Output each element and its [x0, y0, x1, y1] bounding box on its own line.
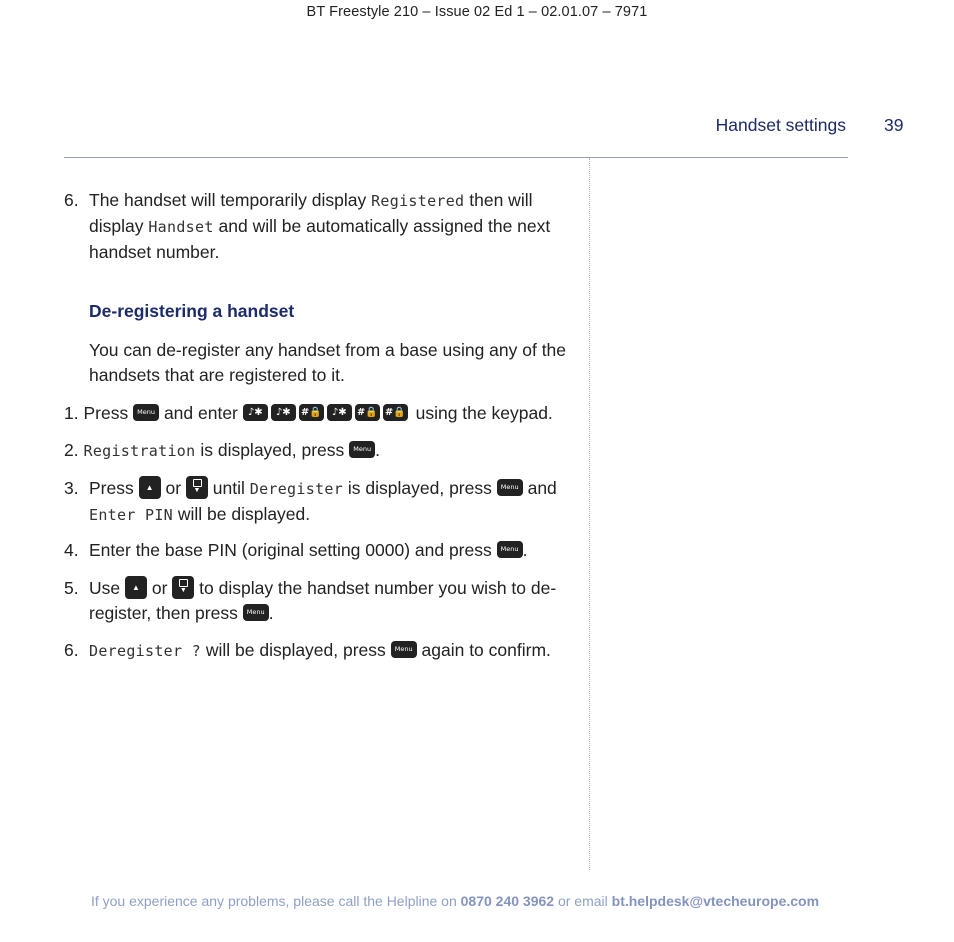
- step-text: Use ▲ or ▼ to display the handset number you wish to de-register, then press Menu .: [89, 576, 579, 626]
- menu-button-icon: Menu: [349, 441, 375, 458]
- deregister-step-6: [64, 638, 579, 664]
- menu-button-icon: Menu: [133, 404, 159, 421]
- column-divider: [589, 158, 590, 870]
- helpline-phone: 0870 240 3962: [460, 893, 555, 909]
- footer-helpline: If you experience any problems, please call the Helpline on 0870 240 3962 or email bt.helpdesk@vtecheurope.com: [90, 893, 820, 909]
- deregister-heading: De-registering a handset: [89, 301, 295, 321]
- keypad-hash-key-icon: #🔒: [299, 404, 324, 421]
- keypad-star-key-icon: ♪✱: [271, 404, 296, 421]
- step-number: 3.: [64, 478, 79, 498]
- menu-button-icon: Menu: [391, 641, 417, 658]
- up-arrow-button-icon: ▲: [139, 476, 161, 499]
- deregister-step-1: [64, 401, 579, 426]
- lcd-text-deregister-confirm: Deregister ?: [89, 642, 201, 660]
- lcd-text-registration: Registration: [83, 442, 196, 460]
- deregister-step-5: [64, 576, 579, 626]
- step-text: Enter the base PIN (original setting 0000) and press Menu .: [89, 540, 528, 560]
- keypad-star-key-icon: ♪✱: [243, 404, 268, 421]
- step-number: 1.: [64, 403, 79, 423]
- deregister-step-3: [64, 476, 579, 528]
- step-text: 1. Press Menu and enter ♪✱ ♪✱ #🔒 ♪✱ #🔒 #🔒 using the keypad.: [64, 403, 553, 423]
- keypad-hash-key-icon: #🔒: [383, 404, 408, 421]
- lcd-text-registered: Registered: [371, 192, 465, 210]
- lcd-text-enter-pin: Enter PIN: [89, 506, 173, 524]
- up-arrow-button-icon: ▲: [125, 576, 147, 599]
- step-text: Deregister ? will be displayed, press Menu again to confirm.: [89, 640, 551, 660]
- step-text: The handset will temporarily display Registered then will display Handset and will be automatically assigned the next handset number.: [89, 190, 551, 262]
- document-id: BT Freestyle 210 – Issue 02 Ed 1 – 02.01.07 – 7971: [306, 4, 648, 20]
- deregister-step-4: [64, 538, 579, 563]
- section-title: Handset settings: [715, 115, 846, 135]
- deregister-intro: You can de-register any handset from a base using any of the handsets that are registered to it.: [89, 340, 567, 385]
- keypad-sequence: [243, 403, 411, 423]
- menu-button-icon: Menu: [497, 541, 523, 558]
- page-number: 39: [884, 115, 904, 135]
- lcd-text-handset: Handset: [148, 218, 214, 236]
- menu-button-icon: Menu: [243, 604, 269, 621]
- deregister-step-2: [64, 438, 579, 464]
- header-rule: [64, 157, 848, 158]
- menu-button-icon: Menu: [497, 479, 523, 496]
- step-text: 2. Registration is displayed, press Menu .: [64, 440, 381, 460]
- down-arrow-button-icon: ▼: [186, 476, 208, 499]
- step-number: 6.: [64, 640, 79, 660]
- step-number: 6.: [64, 190, 79, 210]
- register-step-6: [64, 188, 579, 265]
- helpdesk-email: bt.helpdesk@vtecheurope.com: [611, 893, 820, 909]
- keypad-star-key-icon: ♪✱: [327, 404, 352, 421]
- lcd-text-deregister: Deregister: [249, 480, 344, 498]
- step-number: 2.: [64, 440, 79, 460]
- down-arrow-button-icon: ▼: [172, 576, 194, 599]
- keypad-hash-key-icon: #🔒: [355, 404, 380, 421]
- step-number: 4.: [64, 540, 79, 560]
- step-text: Press ▲ or ▼ until Deregister is displayed, press Menu and Enter PIN will be displayed.: [89, 476, 579, 528]
- step-number: 5.: [64, 578, 79, 598]
